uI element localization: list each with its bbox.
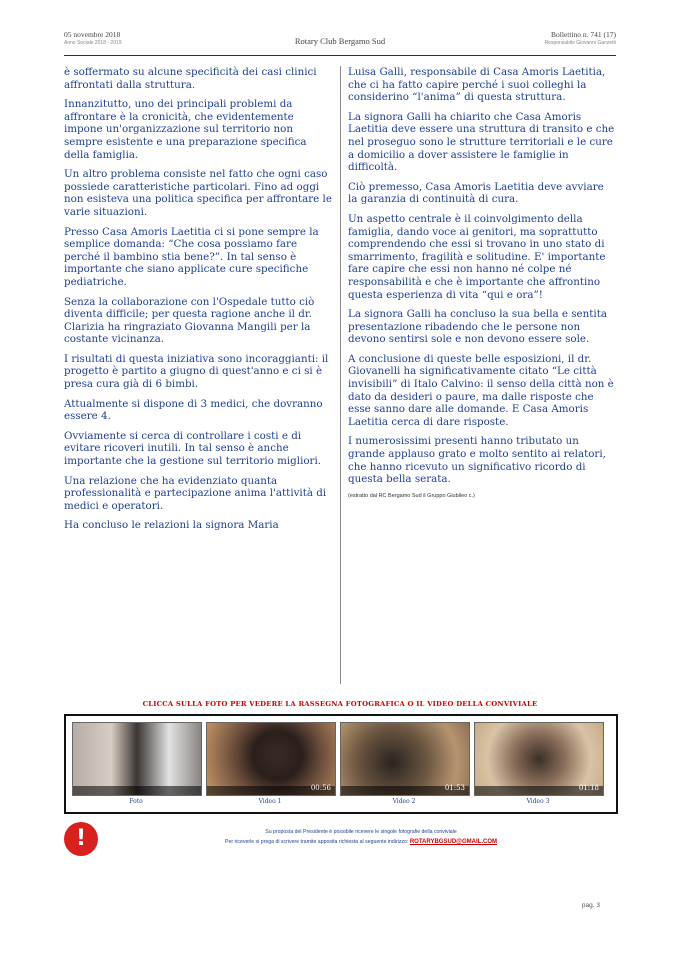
footer-note-line1: Su proposta del Presidente è possibile ricevere le singole fotografie della conviviale: [265, 829, 457, 835]
video-1-thumbnail[interactable]: [206, 722, 336, 796]
page-number: pag. 3: [581, 902, 600, 909]
video-duration: 01:53: [444, 784, 465, 792]
photo-thumbnail[interactable]: [72, 722, 202, 796]
credit-line: (estratto dal RC Bergamo Sud il Gruppo Giubileo c.): [348, 492, 475, 499]
gallery-call-to-action: CLICCA SULLA FOTO PER VEDERE LA RASSEGNA FOTOGRAFICA O IL VIDEO DELLA CONVIVIALE: [142, 700, 538, 708]
exclamation-icon: !: [64, 822, 98, 856]
video-2-thumbnail[interactable]: [340, 722, 470, 796]
paragraph: Una relazione che ha evidenziato quanta professionalità e partecipazione anima l'attività di medici e operatori.: [64, 474, 327, 512]
video-1-link[interactable]: Video 1: [258, 798, 282, 805]
header-club: Rotary Club Bergamo Sud: [294, 36, 386, 46]
paragraph: A conclusione di queste belle esposizioni, il dr. Giovanelli ha significativamente citato “Le città invisibili” di Italo Calvino: il senso della città non è dato da desideri o paure, ma dalle risposte che esse sanno dare alle domande. E Casa Amoris Laetitia cerca di dare risposte.: [348, 352, 614, 428]
footer-note-line2: [106, 839, 616, 845]
thumbnail-overlay-bar: [73, 786, 201, 795]
footer-note-text: Per riceverle si prega di scrivere tramite apposita richiesta al seguente indirizzo:: [224, 839, 409, 845]
video-duration: 00:56: [310, 784, 331, 792]
paragraph: I risultati di questa iniziativa sono incoraggianti: il progetto è partito a giugno di quest'anno e ci si è presa cura già di 6 bimbi.: [64, 352, 329, 391]
paragraph: Luisa Galli, responsabile di Casa Amoris Laetitia, che ci ha fatto capire perché i suoi colleghi la considerino “l'anima” di questa struttura.: [348, 66, 606, 104]
header-bulletin: Bollettino n. 741 (17): [551, 30, 616, 39]
video-3-thumbnail[interactable]: [474, 722, 604, 796]
paragraph: Un aspetto centrale è il coinvolgimento della famiglia, dando voce ai genitori, ma soprattutto comprendendo che essi si trovano in uno stato di smarrimento, fragilità e solitudine. E' importante fare capire che essi non hanno né colpe né responsabilità e che è importante che affrontino questa esperienza di vita “qui e ora”!: [348, 212, 606, 301]
paragraph: La signora Galli ha chiarito che Casa Amoris Laetitia deve essere una struttura di transito e che nel proseguo sono le strutture territoriali e le cure a domicilio a dover assistere le famiglie in difficoltà.: [348, 110, 615, 174]
header-bar: [64, 30, 616, 52]
header-bulletin-sub: Responsabile Giovanni Ganzetti: [544, 40, 616, 46]
paragraph: Ciò premesso, Casa Amoris Laetitia deve avviare la garanzia di continuità di cura.: [348, 180, 604, 206]
paragraph: Senza la collaborazione con l'Ospedale tutto ciò diventa difficile; per questa ragione anche il dr. Clarizia ha ringraziato Giovanna Mangili per la costante vicinanza.: [64, 295, 315, 346]
photo-link[interactable]: Foto: [129, 798, 143, 805]
paragraph: Innanzitutto, uno dei principali problemi da affrontare è la cronicità, che evidentemente impone un'organizzazione sul territorio non sempre esistente e una preparazione specifica della famiglia.: [64, 98, 307, 161]
header-date: 05 novembre 2018: [64, 30, 121, 39]
paragraph: Presso Casa Amoris Laetitia ci si pone sempre la semplice domanda: “Che cosa possiamo fare perché il bambino stia bene?”. In tal senso è importante che siano applicate cure specifiche pediatriche.: [64, 225, 319, 288]
right-column: [348, 66, 616, 507]
paragraph: La signora Galli ha concluso la sua bella e sentita presentazione ribadendo che le persone non devono sentirsi sole e non devono essere sole.: [348, 308, 607, 346]
paragraph: è soffermato su alcune specificità dei casi clinici affrontati dalla struttura.: [64, 66, 317, 91]
left-column: [64, 66, 332, 539]
video-3-link[interactable]: Video 3: [526, 798, 550, 805]
video-2-link[interactable]: Video 2: [392, 798, 416, 805]
header-rule: [64, 55, 616, 56]
video-duration: 01:18: [578, 784, 599, 792]
media-gallery: [64, 714, 618, 814]
paragraph: Ovviamente si cerca di controllare i costi e di evitare ricoveri inutili. In tal senso è anche importante che la gestione sul territorio migliori.: [64, 429, 322, 468]
paragraph: Un altro problema consiste nel fatto che ogni caso possiede caratteristiche particolari. Fino ad oggi non esisteva una politica specifica per affrontare le varie situazioni.: [64, 168, 332, 218]
paragraph: Attualmente si dispone di 3 medici, che dovranno essere 4.: [64, 397, 323, 423]
header-year: Anno Sociale 2018 - 2019: [64, 40, 122, 46]
email-link[interactable]: ROTARYBGSUD@GMAIL.COM: [409, 839, 497, 845]
paragraph: Ha concluso le relazioni la signora Maria: [64, 519, 279, 532]
column-divider: [340, 66, 341, 684]
paragraph: I numerosissimi presenti hanno tributato un grande applauso grato e molto sentito ai relatori, che hanno ricevuto un significativo ricordo di questa bella serata.: [348, 435, 606, 486]
